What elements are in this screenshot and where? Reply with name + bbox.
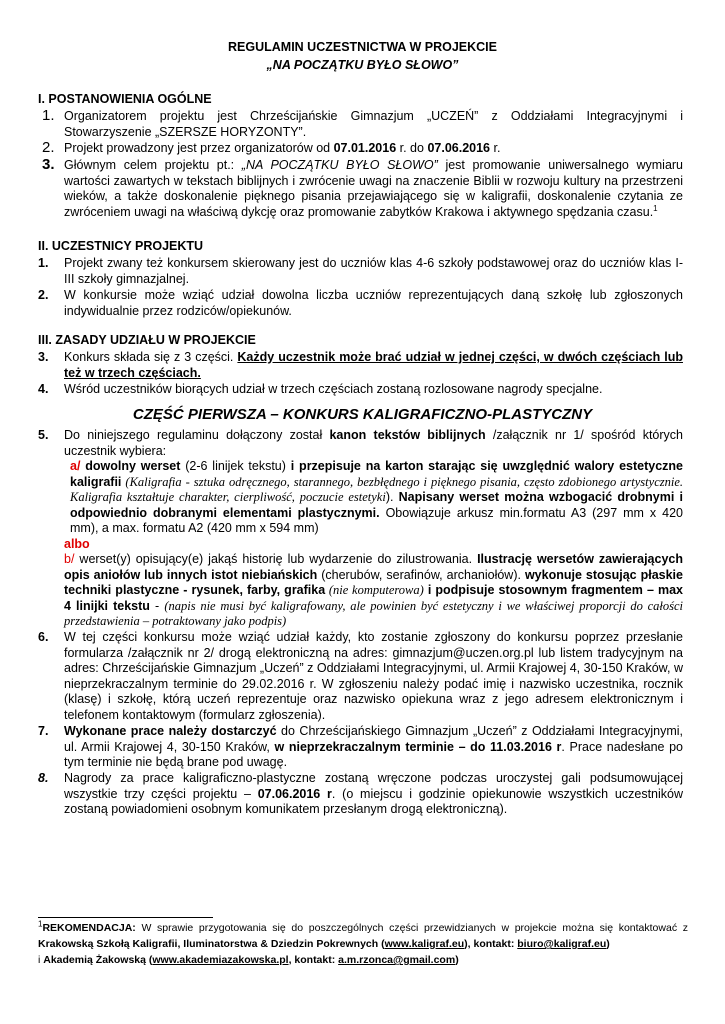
footnote: $^1$REKOMENDACJA: W sprawie przygotowania się do poszczególnych części przewidzianych w projekcie można się kontaktować z Krakowską Szkołą Kaligrafii, Iluminatorstwa & Dziedzin Pokrewnych (www.kaligraf.eu), kontakt: biuro@kaligraf.eu) i Akademią Żakowską (www.akademiazakowska.pl, kontakt: a.m.rzonca@gmail.com)	[38, 919, 688, 966]
part-1-item-6: 6. W tej części konkursu może wziąć udział każdy, kto zostanie zgłoszony do konkursu poprzez przesłanie formularza /załącznik nr 2/ drogą elektroniczną na adres: gimnazjum@uczen.org.pl lub listem tradycyjnym na adres: Chrześcijańskie Gimnazjum „Uczeń” z Oddziałami Integracyjnymi, ul. Armii Krajowej 4, 30-150 Kraków, w nieprzekraczalnym terminie do 29.02.2016 r. W zgłoszeniu należy podać imię i nazwisko uczestnika, rocznik (klasę) i szkołę, którą uczeń reprezentuje oraz nazwisko opiekuna wraz z jego adresem elektronicznym i telefonem kontaktowym (formularz zgłoszenia).	[38, 630, 683, 722]
section-2-item-2: 2. W konkursie może wziąć udział dowolna liczba uczniów reprezentujących daną szkołę lub zgłoszonych indywidualnie przez rodziców/opiekunów.	[38, 288, 683, 318]
part-1-heading: CZĘŚĆ PIERWSZA – KONKURS KALIGRAFICZNO-PLASTYCZNY	[132, 406, 593, 423]
project-title: „NA POCZĄTKU BYŁO SŁOWO”	[266, 58, 459, 72]
footnote-ref: 1	[653, 203, 658, 213]
part-1-item-7: 7. Wykonane prace należy dostarczyć do Chrześcijańskiego Gimnazjum „Uczeń” z Oddziałami Integracyjnymi, ul. Armii Krajowej 4, 30-150 Kraków, w nieprzekraczalnym terminie – do 11.03.2016 r. Prace nadesłane po tym terminie nie będą brane pod uwagę.	[38, 724, 683, 769]
section-2-heading: II. UCZESTNICY PROJEKTU	[38, 239, 204, 253]
akademia-email-link[interactable]: a.m.rzonca@gmail.com	[338, 954, 456, 966]
part-1-item-5: 5. Do niniejszego regulaminu dołączony został kanon tekstów biblijnych /załącznik nr 1/ spośród których uczestnik wybiera: a/ dowolny werset (2-6 linijek tekstu) i przepisuje na karton starając się uwzględnić walory estetyczne kaligrafii (Kaligrafia - sztuka odręcznego, starannego, bezbłędnego i pięknego pisania, często zdobionego artystycznie. Kaligrafia kształtuje charakter, cierpliwość, poczucie estetyki). Napisany werset można wzbogacić drobnymi i odpowiednio dobranymi elementami plastycznymi. Obowiązuje arkusz min.formatu A3 (297 mm x 420 mm), a max. formatu A2 (420 mm x 594 mm) albo b/ werset(y) opisujący(e) jakąś historię lub wydarzenie do zilustrowania. Ilustrację wersetów zawierających opis aniołów lub innych istot niebiańskich (cherubów, serafinów, archaniołów). wykonuje stosując płaskie techniki plastyczne - rysunek, farby, grafika (nie komputerowa) i podpisuje stosownym fragmentem – max 4 linijki tekstu - (napis nie musi być kaligrafowany, ale powinien być estetyczny i we właściwej proporcji do całości przedstawienia – potraktowany jako podpis)	[38, 428, 684, 628]
section-3-item-4: 4. Wśród uczestników biorących udział w trzech częściach zostaną rozlosowane nagrody specjalne.	[38, 382, 603, 396]
section-3-heading: III. ZASADY UDZIAŁU W PROJEKCIE	[38, 333, 256, 347]
kaligraf-email-link[interactable]: biuro@kaligraf.eu	[517, 938, 607, 950]
footnote-separator	[38, 917, 213, 918]
option-b: b/ werset(y) opisujący(e) jakąś historię lub wydarzenie do zilustrowania. Ilustrację wersetów zawierających opis aniołów lub innych istot niebiańskich (cherubów, serafinów, archaniołów). wykonuje stosując płaskie techniki plastyczne - rysunek, farby, grafika (nie komputerowa) i podpisuje stosownym fragmentem – max 4 linijki tekstu - (napis nie musi być kaligrafowany, ale powinien być estetyczny i we właściwej proporcji do całości przedstawienia – potraktowany jako podpis)	[64, 552, 683, 628]
document-title: REGULAMIN UCZESTNICTWA W PROJEKCIE	[228, 40, 497, 54]
part-1-item-8: 8. Nagrody za prace kaligraficzno-plastyczne zostaną wręczone podczas uroczystej gali podsumowującej wszystkie trzy części projektu – 07.06.2016 r. (o miejscu i godzinie opiekunowie wszystkich uczestników zostaną powiadomieni osobnym komunikatem przesłanym drogą elektroniczną).	[38, 771, 683, 816]
kaligraf-link[interactable]: www.kaligraf.eu	[384, 938, 465, 950]
section-2-item-1: 1. Projekt zwany też konkursem skierowany jest do uczniów klas 4-6 szkoły podstawowej oraz do uczniów klas I-III szkoły gimnazjalnej.	[38, 256, 683, 286]
akademia-link[interactable]: www.akademiazakowska.pl	[152, 954, 289, 966]
section-1-item-2: 2. Projekt prowadzony jest przez organizatorów od 07.01.2016 r. do 07.06.2016 r.	[42, 139, 501, 156]
option-a: a/ dowolny werset (2-6 linijek tekstu) i przepisuje na karton starając się uwzględnić walory estetyczne kaligrafii (Kaligrafia - sztuka odręcznego, starannego, bezbłędnego i pięknego pisania, często zdobionego artystycznie. Kaligrafia kształtuje charakter, cierpliwość, poczucie estetyki). Napisany werset można wzbogacić drobnymi i odpowiednio dobranymi elementami plastycznymi. Obowiązuje arkusz min.formatu A3 (297 mm x 420 mm), a max. formatu A2 (420 mm x 594 mm)	[70, 459, 684, 535]
section-1-item-1: 1. Organizatorem projektu jest Chrześcijańskie Gimnazjum „UCZEŃ” z Oddziałami Integracyjnymi i Stowarzyszenie „SZERSZE HORYZONTY”.	[42, 107, 683, 139]
albo-label: albo	[64, 536, 90, 551]
section-1-heading: I. POSTANOWIENIA OGÓLNE	[38, 92, 212, 106]
section-3-item-3: 3. Konkurs składa się z 3 części. Każdy uczestnik może brać udział w jednej części, w dwóch częściach lub też w trzech częściach.	[38, 350, 683, 380]
section-1-item-3: 3. Głównym celem projektu pt.: „NA POCZĄTKU BYŁO SŁOWO” jest promowanie uniwersalnego wymiaru wartości zawartych w tekstach biblijnych i zwrócenie uwagi na znaczenie Biblii w rozwoju kultury na przestrzeni wieków, a także doskonalenie pięknego pisania przejawiającego się w kaligrafii, doskonalenie czytania ze zwróceniem uwagi na właściwą dykcję oraz promowanie zabytków Krakowa i aktywnego spędzania czasu.$^1$	[42, 156, 684, 219]
